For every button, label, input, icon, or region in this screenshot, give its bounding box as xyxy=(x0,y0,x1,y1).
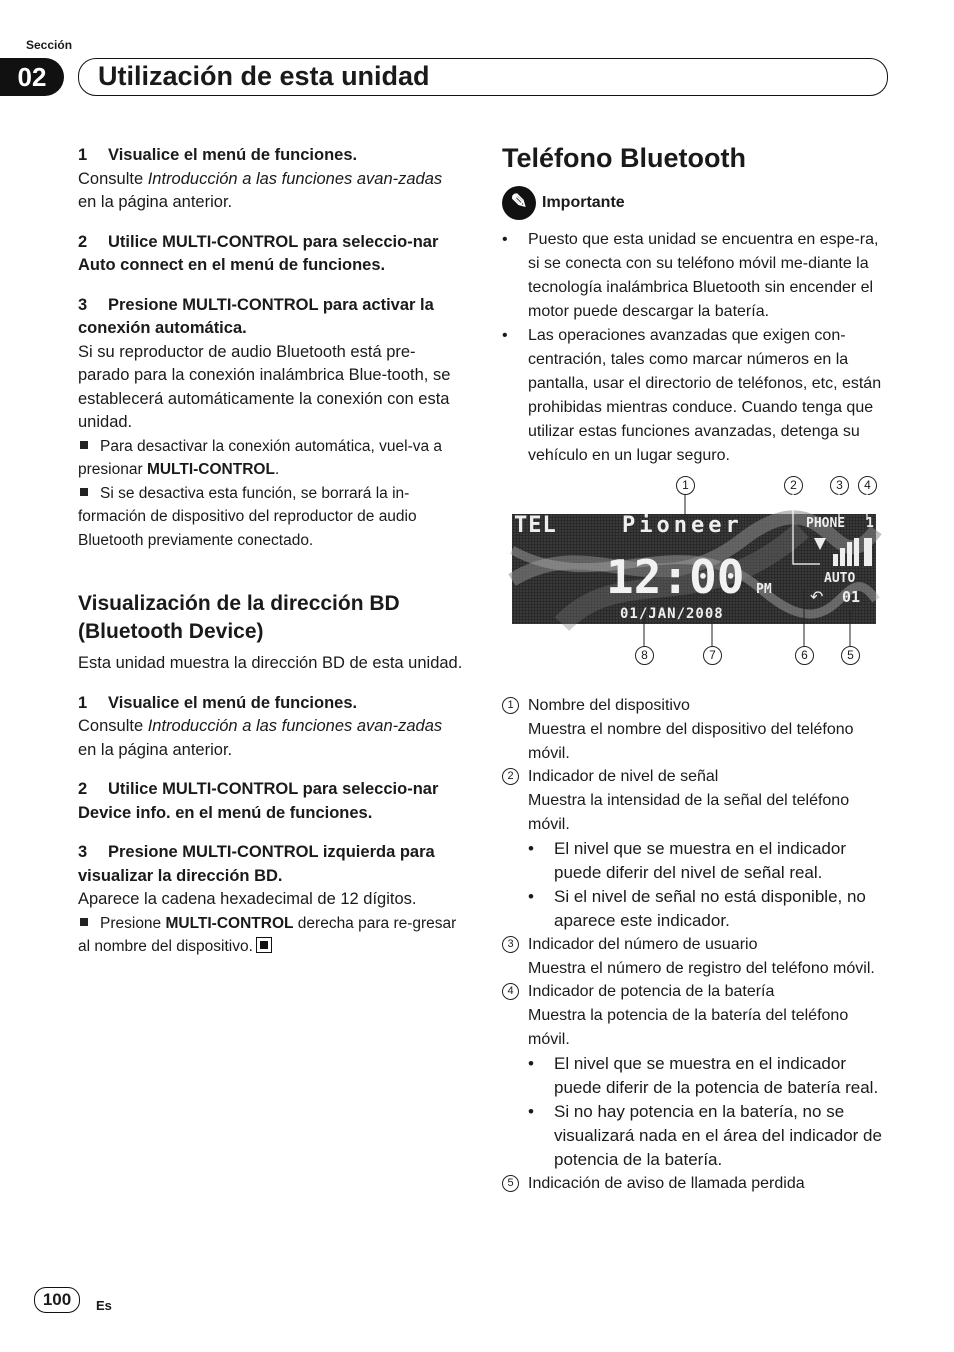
bd-step-3: 3 Presione MULTI-CONTROL izquierda para visualizar la dirección BD. xyxy=(78,843,435,885)
callout-5: 5 xyxy=(841,646,860,665)
important-block xyxy=(502,186,894,220)
legend-number: 4 xyxy=(502,983,519,1000)
list-item: • Puesto que esta unidad se encuentra en espe-ra, si se conecta con su teléfono móvil me-diante la tecnología inalámbrica Bluetooth sin encender el motor puede descargar la batería. xyxy=(502,228,894,324)
legend-number: 2 xyxy=(502,768,519,785)
bluetooth-phone-heading: Teléfono Bluetooth xyxy=(502,143,746,173)
lcd-user-number: 1 xyxy=(866,516,874,531)
legend-title: Nombre del dispositivo xyxy=(528,697,690,714)
legend-desc: Muestra la potencia de la batería del teléfono móvil. xyxy=(528,1007,849,1048)
legend-desc: Muestra la intensidad de la señal del teléfono móvil. xyxy=(528,792,850,833)
note-return: Presione MULTI-CONTROL derecha para re-gresar al nombre del dispositivo. xyxy=(78,914,457,955)
callout-7: 7 xyxy=(703,646,722,665)
lcd-missed-count: 01 xyxy=(842,588,861,606)
legend-number: 1 xyxy=(502,697,519,714)
callout-8: 8 xyxy=(635,646,654,665)
list-item: • El nivel que se muestra en el indicador puede diferir del nivel de señal real. xyxy=(528,837,894,885)
legend-number: 5 xyxy=(502,1175,519,1192)
step-3: 3 Presione MULTI-CONTROL para activar la conexión automática. xyxy=(78,295,434,337)
legend-item xyxy=(502,765,894,789)
lcd-pm: PM xyxy=(756,582,772,597)
important-label: Importante xyxy=(542,194,625,212)
legend-item xyxy=(502,933,894,957)
legend-desc: Muestra el número de registro del teléfono móvil. xyxy=(528,959,875,977)
step-3-body: Si su reproductor de audio Bluetooth está pre-parado para la conexión inalámbrica Blue-tooth, se establecerá automáticamente la conexión con esta unidad. xyxy=(78,342,451,431)
bd-intro: Esta unidad muestra la dirección BD de esta unidad. xyxy=(78,654,463,672)
legend-title: Indicador de potencia de la batería xyxy=(528,983,775,1001)
callout-3: 3 xyxy=(830,476,849,495)
lcd-time: 12:00 xyxy=(606,550,745,604)
left-column xyxy=(78,144,463,959)
note-square-icon xyxy=(80,918,88,926)
callout-2: 2 xyxy=(784,476,803,495)
note-disable-autoconnect: Para desactivar la conexión automática, vuel-va a presionar MULTI-CONTROL. xyxy=(78,437,443,478)
display-legend xyxy=(502,694,894,1196)
callout-1: 1 xyxy=(676,476,695,495)
bd-step-1-body: Consulte Introducción a las funciones avan-zadas en la página anterior. xyxy=(78,717,443,759)
legend-item xyxy=(502,980,894,1004)
legend-desc: Muestra el nombre del dispositivo del teléfono móvil. xyxy=(528,720,854,762)
list-item: • El nivel que se muestra en el indicador puede diferir de la potencia de batería real. xyxy=(528,1052,894,1100)
step-2: 2 Utilice MULTI-CONTROL para seleccio-nar Auto connect en el menú de funciones. xyxy=(78,232,439,274)
legend-item xyxy=(502,1172,894,1196)
legend-title: Indicador de nivel de señal xyxy=(528,768,719,786)
section-number-badge: 02 xyxy=(0,58,64,96)
legend-item xyxy=(502,694,894,718)
section-label: Sección xyxy=(26,38,73,52)
lcd-auto: AUTO xyxy=(824,571,856,586)
callout-6: 6 xyxy=(795,646,814,665)
right-column xyxy=(502,140,894,468)
missed-call-arrow-icon: ↶ xyxy=(810,589,824,606)
lcd-tel: TEL xyxy=(514,513,557,538)
bd-step-3-body: Aparece la cadena hexadecimal de 12 dígitos. xyxy=(78,890,417,908)
important-wrench-icon: ✎ xyxy=(502,186,536,220)
legend-title: Indicador del número de usuario xyxy=(528,935,758,953)
list-item: • Las operaciones avanzadas que exigen con-centración, tales como marcar números en la pantalla, usar el directorio de teléfonos, etc, están prohibidas mientras conduce. Cuando tenga que utilizar estas funciones avanzadas, detenga su vehículo en un lugar seguro. xyxy=(502,324,894,468)
end-mark-icon xyxy=(256,937,272,953)
page-number: 100 xyxy=(34,1287,80,1313)
page-title: Utilización de esta unidad xyxy=(98,61,430,91)
lcd-date: 01/JAN/2008 xyxy=(620,606,724,622)
list-item: • Si el nivel de señal no está disponible, no aparece este indicador. xyxy=(528,885,894,933)
bd-heading: Visualización de la dirección BD (Bluetooth Device) xyxy=(78,592,400,643)
important-list xyxy=(502,228,894,468)
note-erase-info: Si se desactiva esta función, se borrará la in-formación de dispositivo del reproductor de audio Bluetooth previamente conectado. xyxy=(78,484,417,549)
note-square-icon xyxy=(80,488,88,496)
list-item: • Si no hay potencia en la batería, no se visualizará nada en el área del indicador de potencia de la batería. xyxy=(528,1100,894,1172)
display-illustration xyxy=(502,470,894,670)
battery-icon xyxy=(864,538,872,566)
language-code: Es xyxy=(96,1298,112,1313)
lcd-device-name: Pioneer xyxy=(622,513,743,538)
bd-step-2: 2 Utilice MULTI-CONTROL para seleccio-nar Device info. en el menú de funciones. xyxy=(78,780,439,822)
legend-title: Indicación de aviso de llamada perdida xyxy=(528,1174,805,1192)
bd-step-1: 1 Visualice el menú de funciones. xyxy=(78,693,358,712)
step-1: 1 Visualice el menú de funciones. xyxy=(78,146,358,164)
legend-sublist xyxy=(502,1052,894,1172)
lcd-phone-label: PHONE xyxy=(806,516,846,531)
step-1-body: Consulte Introducción a las funciones avan-zadas en la página anterior. xyxy=(78,169,443,211)
note-square-icon xyxy=(80,441,88,449)
legend-number: 3 xyxy=(502,936,519,953)
legend-sublist xyxy=(502,837,894,933)
callout-4: 4 xyxy=(858,476,877,495)
